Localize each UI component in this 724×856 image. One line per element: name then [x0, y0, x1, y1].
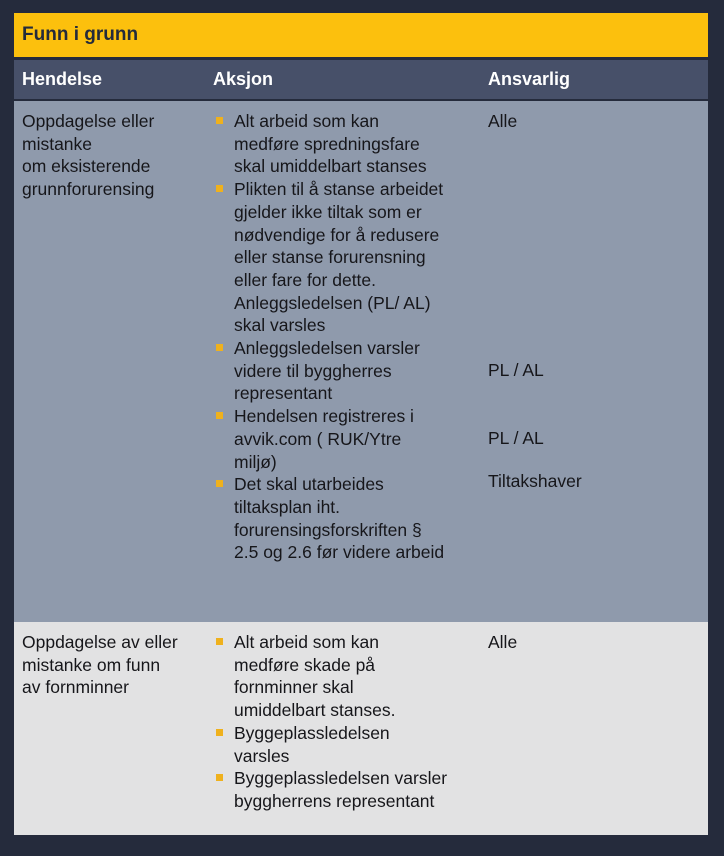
action-text: Det skal utarbeides tiltaksplan iht. forurensingsforskriften § 2.5 og 2.6 før videre arbeid — [234, 474, 445, 563]
action-bullet-list — [210, 631, 480, 813]
bullet-square-icon — [216, 774, 223, 781]
responsible-label: PL / AL — [488, 360, 544, 380]
action-text: Alt arbeid som kan medføre skade på fornminner skal umiddelbart stanses. — [234, 632, 396, 721]
action-text: Anleggsledelsen varsler videre til byggherres representant — [234, 338, 420, 404]
bullet-square-icon — [216, 729, 223, 736]
action-bullet — [210, 767, 480, 812]
action-bullet — [210, 337, 480, 405]
responsible-label: Alle — [488, 632, 518, 652]
action-text: Hendelsen registreres i avvik.com ( RUK/Ytre miljø) — [234, 406, 414, 472]
ansvarlig-cell — [480, 622, 708, 835]
aksjon-cell — [210, 622, 480, 835]
table-row — [14, 101, 708, 622]
action-text: Alt arbeid som kan medføre spredningsfare skal umiddelbart stanses — [234, 111, 427, 177]
column-header-ansvarlig: Ansvarlig — [488, 69, 571, 89]
column-header-hendelse: Hendelse — [22, 69, 103, 89]
action-bullet — [210, 473, 480, 564]
action-bullet — [210, 631, 480, 722]
table-row — [14, 622, 708, 835]
action-bullet-list — [210, 110, 480, 564]
hendelse-cell: Oppdagelse av eller mistanke om funn av fornminner — [22, 632, 178, 698]
action-text: Plikten til å stanse arbeidet gjelder ikke tiltak som er nødvendige for å redusere eller stanse forurensning eller fare for dette. Anleggsledelsen (PL/ AL) skal varsles — [234, 179, 444, 336]
ansvarlig-cell — [480, 101, 708, 622]
action-bullet — [210, 110, 480, 178]
bullet-square-icon — [216, 412, 223, 419]
bullet-square-icon — [216, 117, 223, 124]
action-bullet — [210, 178, 480, 337]
column-header-aksjon: Aksjon — [213, 69, 274, 89]
bullet-square-icon — [216, 185, 223, 192]
bullet-square-icon — [216, 480, 223, 487]
bullet-square-icon — [216, 344, 223, 351]
funn-i-grunn-table — [14, 13, 708, 835]
action-text: Byggeplassledelsen varsles — [234, 722, 390, 766]
bullet-square-icon — [216, 638, 223, 645]
action-text: Byggeplassledelsen varsler byggherrens representant — [234, 768, 448, 811]
table-title: Funn i grunn — [22, 24, 139, 45]
hendelse-cell: Oppdagelse eller mistanke om eksisterende grunnforurensing — [22, 111, 155, 200]
table-title-bar — [14, 13, 708, 57]
responsible-label: Tiltakshaver — [488, 471, 582, 491]
responsible-label: Alle — [488, 111, 518, 131]
table-header-row — [14, 60, 708, 99]
aksjon-cell — [210, 101, 480, 622]
responsible-label: PL / AL — [488, 428, 544, 448]
action-bullet — [210, 722, 480, 767]
action-bullet — [210, 405, 480, 473]
